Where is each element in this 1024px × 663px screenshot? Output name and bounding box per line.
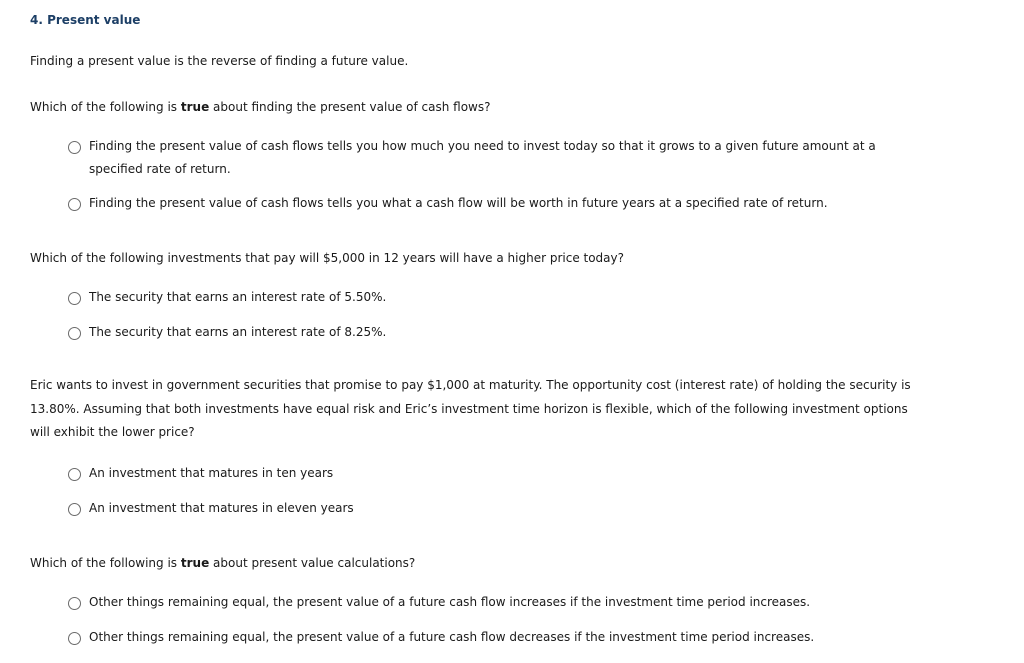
question-3-text: Eric wants to invest in government securities that promise to pay $1,000 at maturity. The opportunity cost (interest rate) of holding the security is 13.80%. Assuming that both investments have equal risk and Eric’s investment time horizon is flexible, which of the following investment options will exhibit the lower price? [30,378,911,439]
q4-option-1-label: Other things remaining equal, the present value of a future cash flow increases if the investment time period increases. [89,595,811,609]
radio-button[interactable] [68,198,81,211]
q4-option-2[interactable] [68,631,879,649]
question-4-bold: true [180,556,210,570]
q3-option-2-label: An investment that matures in eleven years [89,501,354,515]
q1-option-1-label: Finding the present value of cash flows tells you how much you need to invest today so that it grows to a given future amount at a specified rate of return. [89,139,876,176]
q2-option-1[interactable] [68,291,879,309]
q2-option-1-label: The security that earns an interest rate of 5.50%. [89,290,387,304]
radio-button[interactable] [68,632,81,645]
q2-option-2-label: The security that earns an interest rate of 8.25%. [89,325,387,339]
q2-option-2[interactable] [68,326,879,344]
radio-button[interactable] [68,327,81,340]
question-4-prefix: Which of the following is [30,556,181,570]
q3-option-1-label: An investment that matures in ten years [89,466,334,480]
q1-option-1[interactable] [68,140,879,181]
question-4-text [30,555,415,571]
radio-button[interactable] [68,468,81,481]
q3-option-2[interactable] [68,502,879,520]
q1-option-2-label: Finding the present value of cash flows tells you what a cash flow will be worth in future years at a specified rate of return. [89,196,828,210]
q4-option-1[interactable] [68,596,879,614]
section-title: 4. Present value [30,13,141,27]
question-1-bold: true [180,100,210,114]
question-2-text: Which of the following investments that pay will $5,000 in 12 years will have a higher price today? [30,251,624,265]
question-1-text [30,99,491,115]
radio-button[interactable] [68,141,81,154]
intro-text: Finding a present value is the reverse of finding a future value. [30,54,409,68]
q4-option-2-label: Other things remaining equal, the present value of a future cash flow decreases if the investment time period increases. [89,630,815,644]
q3-option-1[interactable] [68,467,879,485]
question-4-suffix: about present value calculations? [209,556,416,570]
radio-button[interactable] [68,503,81,516]
radio-button[interactable] [68,292,81,305]
q1-option-2[interactable] [68,197,879,215]
question-1-suffix: about finding the present value of cash flows? [209,100,491,114]
question-1-prefix: Which of the following is [30,100,181,114]
radio-button[interactable] [68,597,81,610]
